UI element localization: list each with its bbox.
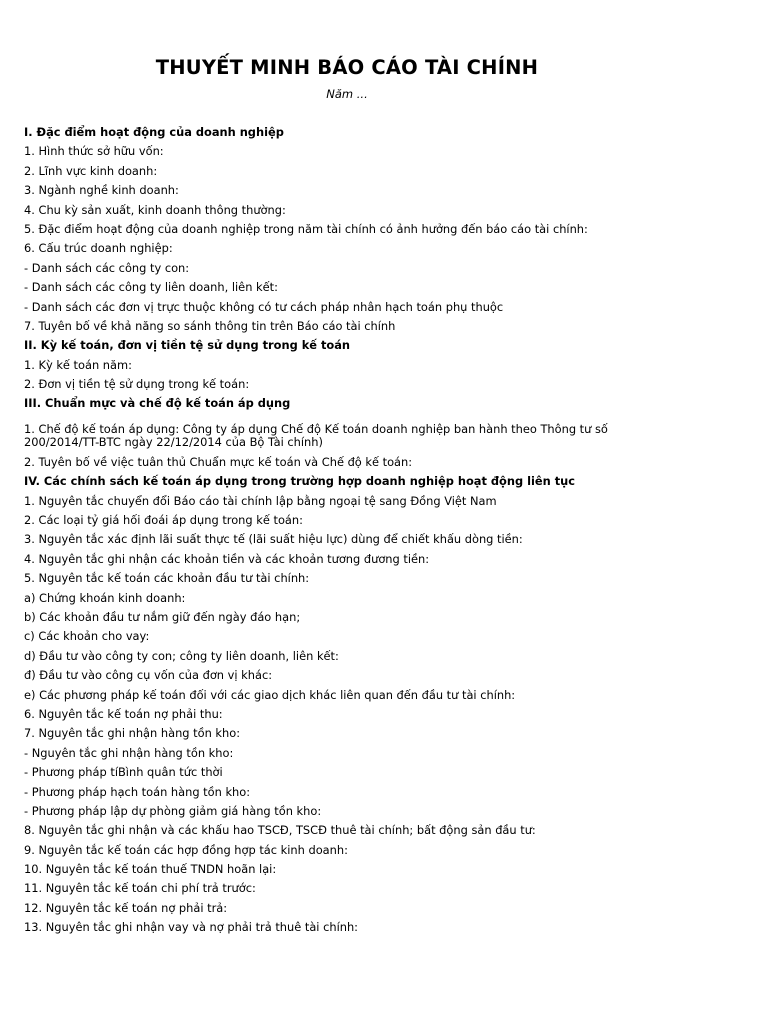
list-item: 2. Tuyên bố về việc tuân thủ Chuẩn mực kế toán và Chế độ kế toán:	[24, 454, 413, 469]
list-item: 2. Lĩnh vực kinh doanh:	[24, 163, 158, 178]
list-item: e) Các phương pháp kế toán đối với các giao dịch khác liên quan đến đầu tư tài chính:	[24, 687, 516, 702]
list-item: 2. Các loại tỷ giá hối đoái áp dụng trong kế toán:	[24, 513, 303, 528]
list-item: đ) Đầu tư vào công cụ vốn của đơn vị khác:	[24, 668, 273, 683]
document-subtitle: Năm ...	[326, 87, 368, 101]
list-item: - Phương pháp tíBình quân tức thời	[24, 765, 223, 780]
list-item: 3. Ngành nghề kinh doanh:	[24, 183, 179, 198]
list-item: 4. Chu kỳ sản xuất, kinh doanh thông thường:	[24, 202, 286, 217]
section-heading: IV. Các chính sách kế toán áp dụng trong trường hợp doanh nghiệp hoạt động liên tục	[24, 474, 575, 489]
list-item: 10. Nguyên tắc kế toán thuế TNDN hoãn lại:	[24, 862, 277, 877]
list-item: 4. Nguyên tắc ghi nhận các khoản tiền và các khoản tương đương tiền:	[24, 551, 430, 566]
list-item: 1. Nguyên tắc chuyển đổi Báo cáo tài chính lập bằng ngoại tệ sang Đồng Việt Nam	[24, 493, 497, 508]
list-item: 8. Nguyên tắc ghi nhận và các khấu hao TSCĐ, TSCĐ thuê tài chính; bất động sản đầu tư:	[24, 823, 536, 838]
list-item: 3. Nguyên tắc xác định lãi suất thực tế (lãi suất hiệu lực) dùng để chiết khấu dòng tiền:	[24, 532, 523, 547]
list-item: 2. Đơn vị tiền tệ sử dụng trong kế toán:	[24, 377, 250, 392]
list-item: b) Các khoản đầu tư nắm giữ đến ngày đáo hạn;	[24, 609, 301, 624]
list-item: 13. Nguyên tắc ghi nhận vay và nợ phải trả thuê tài chính:	[24, 920, 359, 935]
section-heading: III. Chuẩn mực và chế độ kế toán áp dụng	[24, 396, 291, 411]
list-item: 6. Nguyên tắc kế toán nợ phải thu:	[24, 706, 223, 721]
list-item: 1. Kỳ kế toán năm:	[24, 357, 132, 372]
list-item: 7. Nguyên tắc ghi nhận hàng tồn kho:	[24, 726, 241, 741]
list-item: d) Đầu tư vào công ty con; công ty liên doanh, liên kết:	[24, 648, 339, 663]
list-item: c) Các khoản cho vay:	[24, 629, 150, 644]
list-item: - Phương pháp hạch toán hàng tồn kho:	[24, 784, 251, 799]
list-item: - Danh sách các đơn vị trực thuộc không có tư cách pháp nhân hạch toán phụ thuộc	[24, 299, 504, 314]
list-item: a) Chứng khoán kinh doanh:	[24, 590, 186, 605]
list-item: 5. Nguyên tắc kế toán các khoản đầu tư tài chính:	[24, 571, 310, 586]
list-item: 1. Chế độ kế toán áp dụng: Công ty áp dụng Chế độ Kế toán doanh nghiệp ban hành theo Thông tư số 200/2014/TT-BTC ngày 22/12/2014 của Bộ Tài chính)	[24, 421, 608, 449]
list-item: 9. Nguyên tắc kế toán các hợp đồng hợp tác kinh doanh:	[24, 842, 348, 857]
section-heading: I. Đặc điểm hoạt động của doanh nghiệp	[24, 125, 284, 139]
list-item: - Nguyên tắc ghi nhận hàng tồn kho:	[24, 745, 234, 760]
section-heading: II. Kỳ kế toán, đơn vị tiền tệ sử dụng trong kế toán	[24, 338, 351, 353]
list-item: - Danh sách các công ty con:	[24, 260, 190, 275]
list-item: - Phương pháp lập dự phòng giảm giá hàng tồn kho:	[24, 803, 322, 818]
list-item: 6. Cấu trúc doanh nghiệp:	[24, 241, 173, 256]
document-body	[24, 123, 724, 938]
list-item: - Danh sách các công ty liên doanh, liên kết:	[24, 280, 278, 295]
list-item: 11. Nguyên tắc kế toán chi phí trả trước:	[24, 881, 256, 896]
list-item: 5. Đặc điểm hoạt động của doanh nghiệp trong năm tài chính có ảnh hưởng đến báo cáo tài chính:	[24, 221, 588, 236]
list-item: 7. Tuyên bố về khả năng so sánh thông tin trên Báo cáo tài chính	[24, 318, 396, 333]
list-item: 12. Nguyên tắc kế toán nợ phải trả:	[24, 900, 228, 915]
list-item: 1. Hình thức sở hữu vốn:	[24, 144, 164, 159]
document-title: THUYẾT MINH BÁO CÁO TÀI CHÍNH	[155, 56, 539, 79]
